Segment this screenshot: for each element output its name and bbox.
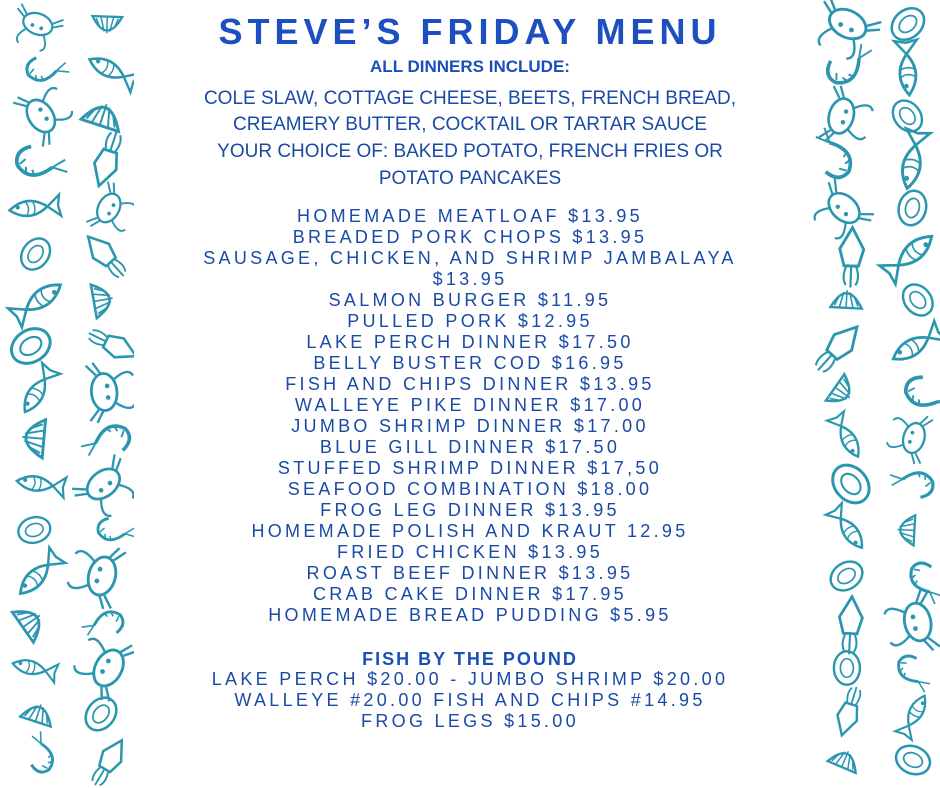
- menu-item: BREADED PORK CHOPS $13.95: [292, 227, 648, 247]
- menu-item: SEAFOOD COMBINATION $18.00: [287, 479, 653, 499]
- menu-items-list: [134, 206, 806, 626]
- menu-panel: [134, 0, 806, 788]
- pound-line: FROG LEGS $15.00: [361, 711, 579, 731]
- intro-line: POTATO PANCAKES: [378, 168, 562, 189]
- menu-item: ROAST BEEF DINNER $13.95: [306, 563, 634, 583]
- intro-line: COLE SLAW, COTTAGE CHEESE, BEETS, FRENCH BREAD,: [203, 88, 737, 109]
- menu-item: BLUE GILL DINNER $17.50: [319, 437, 621, 457]
- seafood-pattern-left: [0, 0, 134, 788]
- menu-item: $13.95: [432, 269, 508, 289]
- menu-item: HOMEMADE BREAD PUDDING $5.95: [268, 605, 672, 625]
- intro-heading: ALL DINNERS INCLUDE:: [370, 57, 570, 76]
- seafood-pattern-right: [806, 0, 940, 788]
- menu-item: JUMBO SHRIMP DINNER $17.00: [291, 416, 649, 436]
- pound-line: WALLEYE #20.00 FISH AND CHIPS #14.95: [234, 690, 706, 710]
- menu-item: HOMEMADE MEATLOAF $13.95: [297, 206, 643, 226]
- menu-item: PULLED PORK $12.95: [347, 311, 593, 331]
- menu-item: BELLY BUSTER COD $16.95: [313, 353, 627, 373]
- menu-item: WALLEYE PIKE DINNER $17.00: [294, 395, 646, 415]
- menu-item: HOMEMADE POLISH AND KRAUT 12.95: [251, 521, 689, 541]
- seafood-pattern-icon: [0, 0, 134, 788]
- menu-item: FROG LEG DINNER $13.95: [320, 500, 620, 520]
- fish-by-pound-list: [134, 669, 806, 732]
- fish-by-pound-heading: FISH BY THE POUND: [362, 649, 578, 669]
- menu-item: SALMON BURGER $11.95: [328, 290, 612, 310]
- pound-line: LAKE PERCH $20.00 - JUMBO SHRIMP $20.00: [211, 669, 729, 689]
- menu-item: LAKE PERCH DINNER $17.50: [306, 332, 634, 352]
- seafood-pattern-icon: [806, 0, 940, 788]
- menu-title: STEVE’S FRIDAY MENU: [218, 11, 722, 52]
- intro-line: YOUR CHOICE OF: BAKED POTATO, FRENCH FRIES OR: [217, 141, 723, 162]
- menu-item: STUFFED SHRIMP DINNER $17,50: [277, 458, 663, 478]
- menu-item: SAUSAGE, CHICKEN, AND SHRIMP JAMBALAYA: [203, 248, 737, 268]
- menu-item: CRAB CAKE DINNER $17.95: [313, 584, 627, 604]
- menu-item: FISH AND CHIPS DINNER $13.95: [285, 374, 655, 394]
- menu-item: FRIED CHICKEN $13.95: [336, 542, 604, 562]
- intro-line: CREAMERY BUTTER, COCKTAIL OR TARTAR SAUCE: [232, 114, 708, 135]
